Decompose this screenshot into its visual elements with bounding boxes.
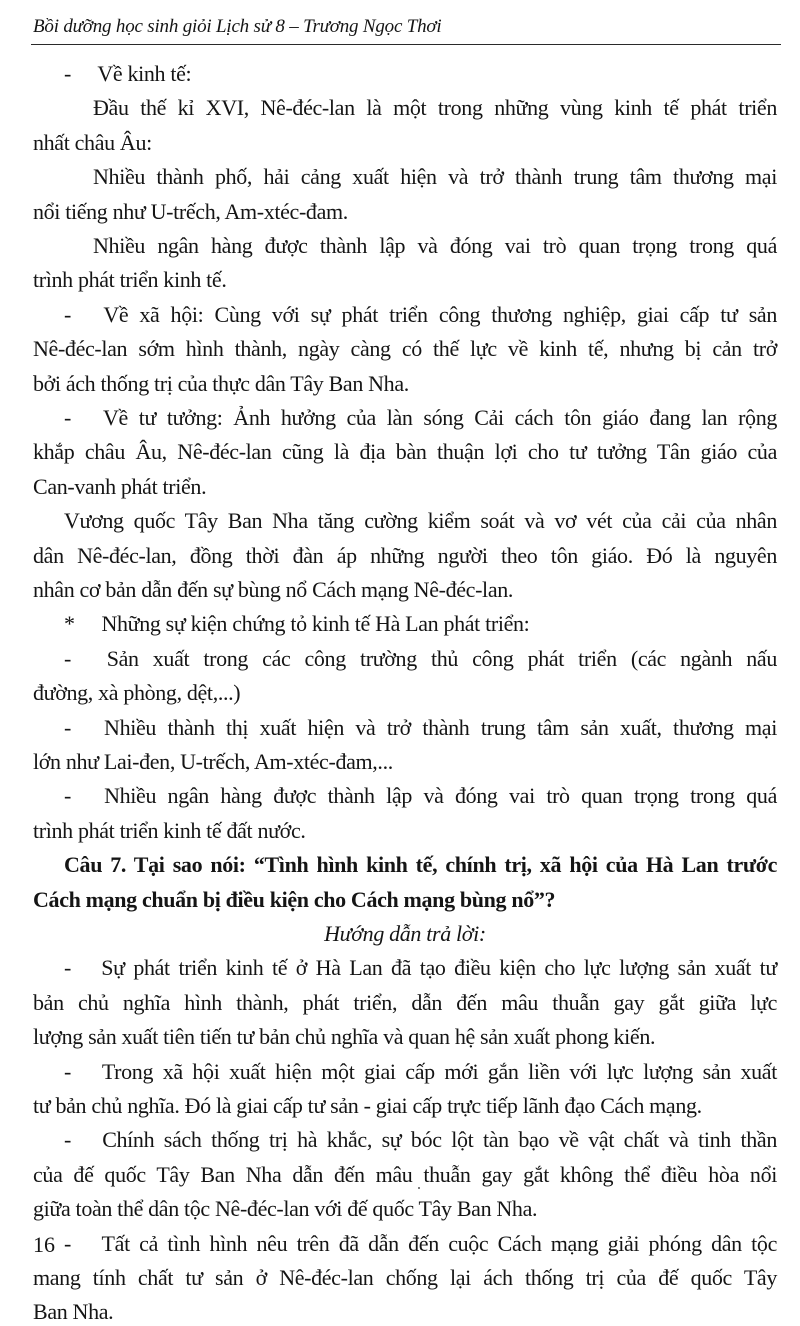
- text-line: - Trong xã hội xuất hiện một giai cấp mới gắn liền với lực lượng sản xuất: [64, 1058, 777, 1084]
- text-line: trình phát triển kinh tế đất nước.: [33, 817, 306, 843]
- text-line: đường, xà phòng, dệt,...): [33, 680, 241, 706]
- text-line: tư bản chủ nghĩa. Đó là giai cấp tư sản - giai cấp trực tiếp lãnh đạo Cách mạng.: [33, 1093, 702, 1118]
- text-line: - Về tư tưởng: Ảnh hưởng của làn sóng Cải cách tôn giáo đang lan rộng: [64, 405, 777, 430]
- text-line: bởi ách thống trị của thực dân Tây Ban Nha.: [33, 370, 409, 396]
- text-line: * Những sự kiện chứng tỏ kinh tế Hà Lan phát triển:: [64, 611, 530, 637]
- question-heading-line: Câu 7. Tại sao nói: “Tình hình kinh tế, chính trị, xã hội của Hà Lan trước: [64, 852, 777, 878]
- text-line: Ban Nha.: [33, 1299, 114, 1325]
- text-line: - Sản xuất trong các công trường thủ công phát triển (các ngành nấu: [64, 645, 777, 671]
- text-line: - Sự phát triển kinh tế ở Hà Lan đã tạo điều kiện cho lực lượng sản xuất tư: [64, 955, 777, 981]
- text-line: Nhiều thành phố, hải cảng xuất hiện và trở thành trung tâm thương mại: [93, 164, 777, 190]
- text-line: lượng sản xuất tiên tiến tư bản chủ nghĩa và quan hệ sản xuất phong kiến.: [33, 1024, 656, 1050]
- text-line: nhân cơ bản dẫn đến sự bùng nổ Cách mạng Nê-đéc-lan.: [33, 577, 514, 602]
- text-line: bản chủ nghĩa hình thành, phát triển, dẫn đến mâu thuẫn gay gắt giữa lực: [33, 989, 777, 1015]
- text-line: Đầu thế kỉ XVI, Nê-đéc-lan là một trong những vùng kinh tế phát triển: [93, 95, 777, 121]
- text-line: khắp châu Âu, Nê-đéc-lan cũng là địa bàn thuận lợi cho tư tưởng Tân giáo của: [33, 439, 777, 465]
- text-line: Nhiều ngân hàng được thành lập và đóng vai trò quan trọng trong quá: [93, 233, 777, 258]
- header-rule: [31, 44, 781, 45]
- text-line: của đế quốc Tây Ban Nha dẫn đến mâu thuẫn gay gắt không thể điều hòa nổi: [33, 1161, 777, 1187]
- text-line: - Nhiều thành thị xuất hiện và trở thành trung tâm sản xuất, thương mại: [64, 714, 777, 740]
- text-line: nổi tiếng như U-trếch, Am-xtéc-đam.: [33, 198, 348, 224]
- running-header: Bồi dưỡng học sinh giỏi Lịch sử 8 – Trương Ngọc Thơi: [33, 16, 442, 37]
- text-line: giữa toàn thể dân tộc Nê-đéc-lan với đế quốc Tây Ban Nha.: [33, 1196, 538, 1222]
- text-line: - Về xã hội: Cùng với sự phát triển công thương nghiệp, giai cấp tư sản: [64, 301, 777, 327]
- text-line: - Tất cả tình hình nêu trên đã dẫn đến cuộc Cách mạng giải phóng dân tộc: [64, 1230, 777, 1256]
- text-line: - Về kinh tế:: [64, 61, 192, 86]
- text-line: nhất châu Âu:: [33, 129, 152, 155]
- text-line: trình phát triển kinh tế.: [33, 267, 227, 293]
- page-number: 16: [33, 1232, 55, 1257]
- question-heading-line: Cách mạng chuẩn bị điều kiện cho Cách mạng bùng nổ”?: [33, 886, 556, 912]
- text-line: Nê-đéc-lan sớm hình thành, ngày càng có thế lực về kinh tế, nhưng bị cản trở: [33, 336, 777, 362]
- text-line: - Nhiều ngân hàng được thành lập và đóng vai trò quan trọng trong quá: [64, 783, 777, 809]
- answer-guide-heading: Hướng dẫn trả lời:: [324, 921, 486, 946]
- text-line: lớn như Lai-đen, U-trếch, Am-xtéc-đam,...: [33, 749, 393, 774]
- text-line: dân Nê-đéc-lan, đồng thời đàn áp những người theo tôn giáo. Đó là nguyên: [33, 542, 777, 568]
- text-line: Can-vanh phát triển.: [33, 473, 207, 499]
- text-line: Vương quốc Tây Ban Nha tăng cường kiểm soát và vơ vét của cải của nhân: [64, 508, 777, 534]
- text-line: mang tính chất tư sản ở Nê-đéc-lan chống lại ách thống trị của đế quốc Tây: [33, 1265, 777, 1290]
- scan-speck: [418, 1187, 420, 1189]
- text-line: - Chính sách thống trị hà khắc, sự bóc lột tàn bạo về vật chất và tinh thần: [64, 1127, 777, 1153]
